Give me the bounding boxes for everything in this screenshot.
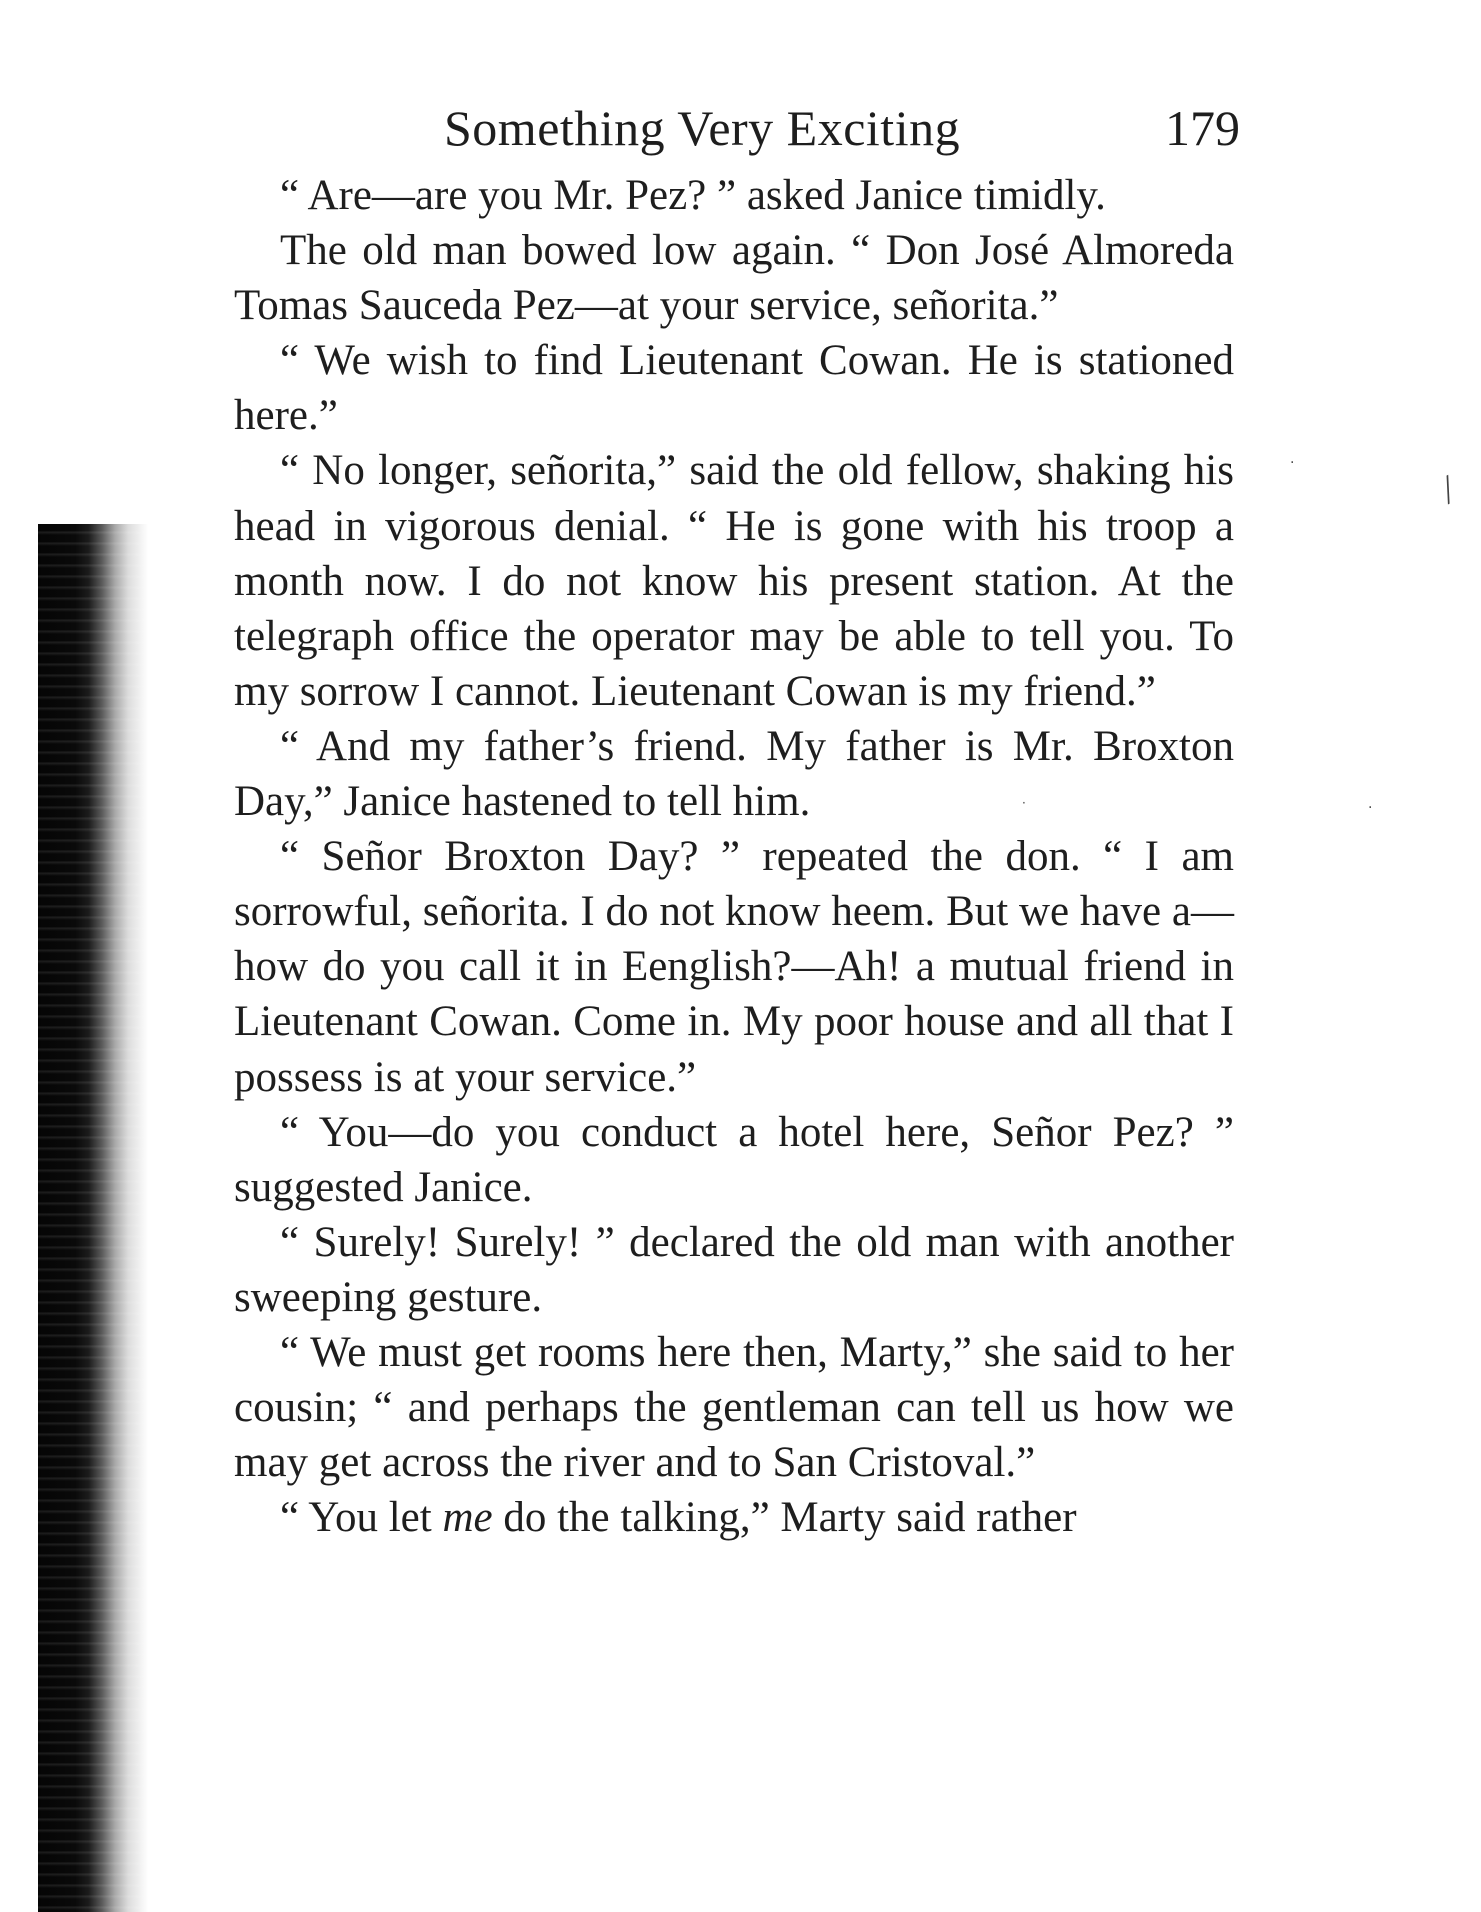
book-page: [234, 92, 1240, 1545]
paragraph: The old man bowed low again. “ Don José Almoreda Tomas Sauceda Pez—at your service, señorita.”: [234, 227, 1234, 330]
stray-mark: ╱: [1436, 476, 1461, 505]
stray-mark: ·: [1022, 796, 1026, 810]
paragraph: [234, 1490, 1234, 1545]
paragraph-text: “ You let: [280, 1494, 443, 1542]
paragraph-text: do the talking,” Marty said rather: [492, 1494, 1077, 1542]
paragraph: “ Señor Broxton Day? ” repeated the don. “ I am sorrowful, señorita. I do not know heem. But we have a—how do you call it in Eenglish?—Ah! a mutual friend in Lieutenant Cowan. Come in. My poor house and all that I possess is at your service.”: [234, 833, 1234, 1101]
stray-mark: ·: [1368, 800, 1373, 816]
page-number: 179: [1165, 100, 1240, 156]
paragraph: “ No longer, señorita,” said the old fellow, shaking his head in vigorous denial. “ He is gone with his troop a month now. I do not know his present station. At the telegraph office the operator may be able to tell you. To my sorrow I cannot. Lieutenant Cowan is my friend.”: [234, 447, 1234, 715]
emphasis: me: [442, 1494, 493, 1542]
paragraph: “ Surely! Surely! ” declared the old man with another sweeping gesture.: [234, 1218, 1234, 1321]
paragraph: “ Are—are you Mr. Pez? ” asked Janice timidly.: [280, 172, 1106, 219]
paragraph: “ And my father’s friend. My father is Mr. Broxton Day,” Janice hastened to tell him.: [234, 722, 1234, 826]
binding-shadow: [38, 524, 148, 1912]
body-text: [234, 168, 1234, 1545]
paragraph: “ We must get rooms here then, Marty,” she said to her cousin; “ and perhaps the gentleman can tell us how we may get across the river and to San Cristoval.”: [234, 1328, 1234, 1487]
running-head: [234, 92, 1240, 164]
paragraph: “ We wish to find Lieutenant Cowan. He is stationed here.”: [234, 337, 1234, 440]
running-title: Something Very Exciting: [444, 100, 961, 156]
paragraph: “ You—do you conduct a hotel here, Señor Pez? ” suggested Janice.: [234, 1108, 1234, 1211]
stray-mark: ·: [1290, 455, 1295, 471]
